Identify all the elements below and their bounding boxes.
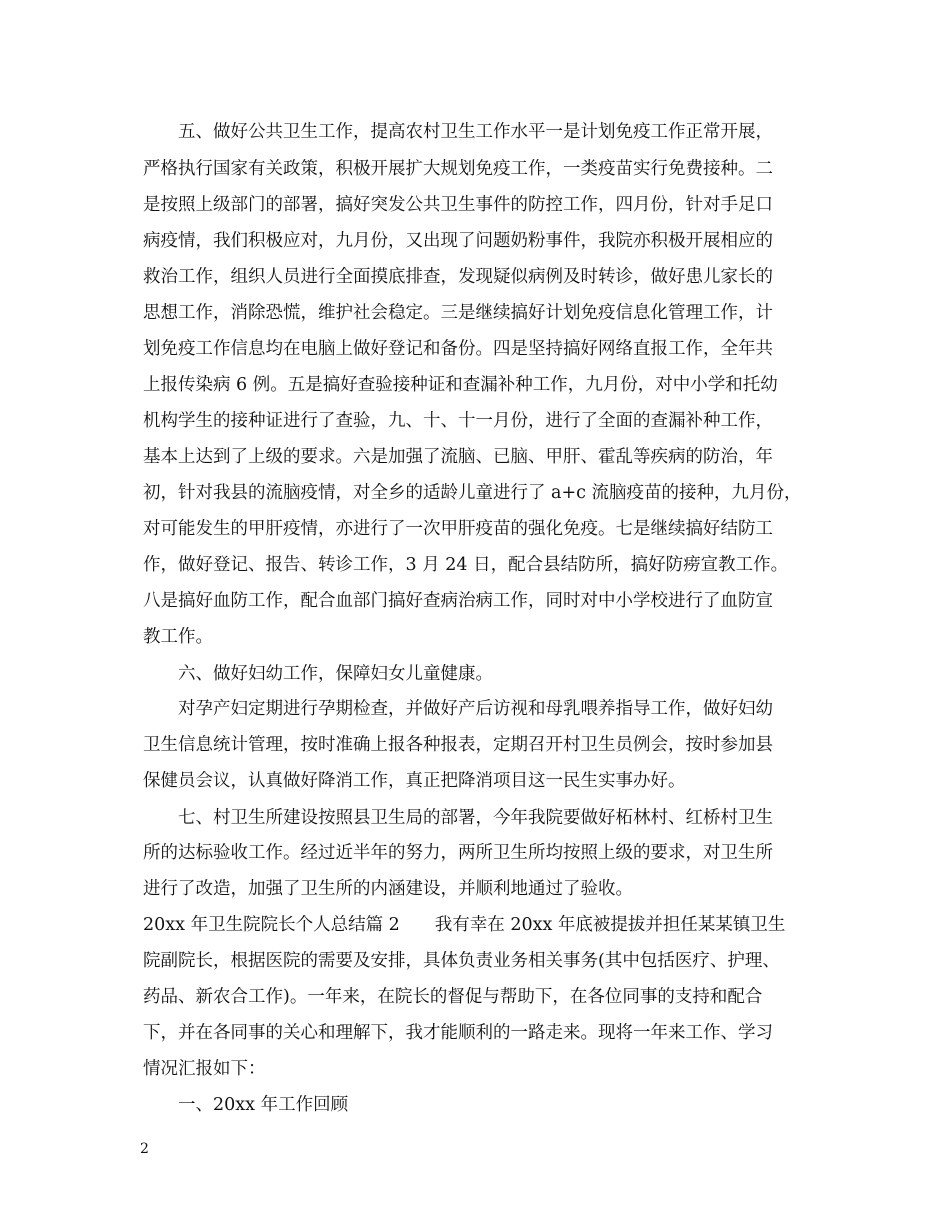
section-heading: 六、做好妇幼工作，保障妇女儿童健康。 (178, 664, 493, 684)
text-line: 初，针对我县的流脑疫情，对全乡的适龄儿童进行了 a+c 流脑疫苗的接种，九月份， (143, 483, 802, 503)
text-line: 药品、新农合工作)。一年来，在院长的督促与帮助下，在各位同事的支持和配合 (143, 987, 763, 1007)
text-line: 20xx 年卫生院院长个人总结篇 2 我有幸在 20xx 年底被提拔并担任某某镇卫生 (143, 915, 786, 935)
section-heading: 一、20xx 年工作回顾 (178, 1095, 349, 1115)
text-line: 是按照上级部门的部署，搞好突发公共卫生事件的防控工作，四月份，针对手足口 (143, 195, 773, 215)
page-number: 2 (140, 1141, 149, 1157)
text-line: 对孕产妇定期进行孕期检查，并做好产后访视和母乳喂养指导工作，做好妇幼 (178, 699, 773, 719)
text-line: 所的达标验收工作。经过近半年的努力，两所卫生所均按照上级的要求，对卫生所 (143, 843, 773, 863)
text-line: 教工作。 (143, 627, 213, 647)
text-line: 基本上达到了上级的要求。六是加强了流脑、已脑、甲肝、霍乱等疾病的防治，年 (143, 447, 773, 467)
text-line: 情况汇报如下： (143, 1059, 266, 1079)
text-line: 严格执行国家有关政策，积极开展扩大规划免疫工作，一类疫苗实行免费接种。二 (143, 159, 773, 179)
text-line: 院副院长，根据医院的需要及安排，具体负责业务相关事务(其中包括医疗、护理、 (143, 951, 780, 971)
text-line: 保健员会议，认真做好降消工作，真正把降消项目这一民生实事办好。 (143, 771, 686, 791)
text-line: 八是搞好血防工作，配合血部门搞好查病治病工作，同时对中小学校进行了血防宣 (143, 591, 773, 611)
text-line: 上报传染病 6 例。五是搞好查验接种证和查漏补种工作，九月份，对中小学和托幼 (143, 375, 778, 395)
text-line: 作，做好登记、报告、转诊工作，3 月 24 日，配合县结防所，搞好防痨宣教工作。 (143, 555, 789, 575)
text-line: 五、做好公共卫生工作，提高农村卫生工作水平一是计划免疫工作正常开展， (178, 122, 773, 142)
text-line: 思想工作，消除恐慌，维护社会稳定。三是继续搞好计划免疫信息化管理工作，计 (143, 303, 773, 323)
text-line: 卫生信息统计管理，按时准确上报各种报表，定期召开村卫生员例会，按时参加县 (143, 735, 773, 755)
text-line: 划免疫工作信息均在电脑上做好登记和备份。四是坚持搞好网络直报工作，全年共 (143, 339, 773, 359)
text-line: 进行了改造，加强了卫生所的内涵建设，并顺利地通过了验收。 (143, 879, 633, 899)
text-line: 救治工作，组织人员进行全面摸底排查，发现疑似病例及时转诊，做好患儿家长的 (143, 267, 773, 287)
text-line: 对可能发生的甲肝疫情，亦进行了一次甲肝疫苗的强化免疫。七是继续搞好结防工 (143, 519, 773, 539)
text-line: 七、村卫生所建设按照县卫生局的部署，今年我院要做好柘林村、红桥村卫生 (178, 808, 773, 828)
text-line: 机构学生的接种证进行了查验，九、十、十一月份，进行了全面的查漏补种工作， (143, 411, 773, 431)
text-line: 下，并在各同事的关心和理解下，我才能顺利的一路走来。现将一年来工作、学习 (143, 1023, 773, 1043)
text-line: 病疫情，我们积极应对，九月份，又出现了问题奶粉事件，我院亦积极开展相应的 (143, 231, 773, 251)
